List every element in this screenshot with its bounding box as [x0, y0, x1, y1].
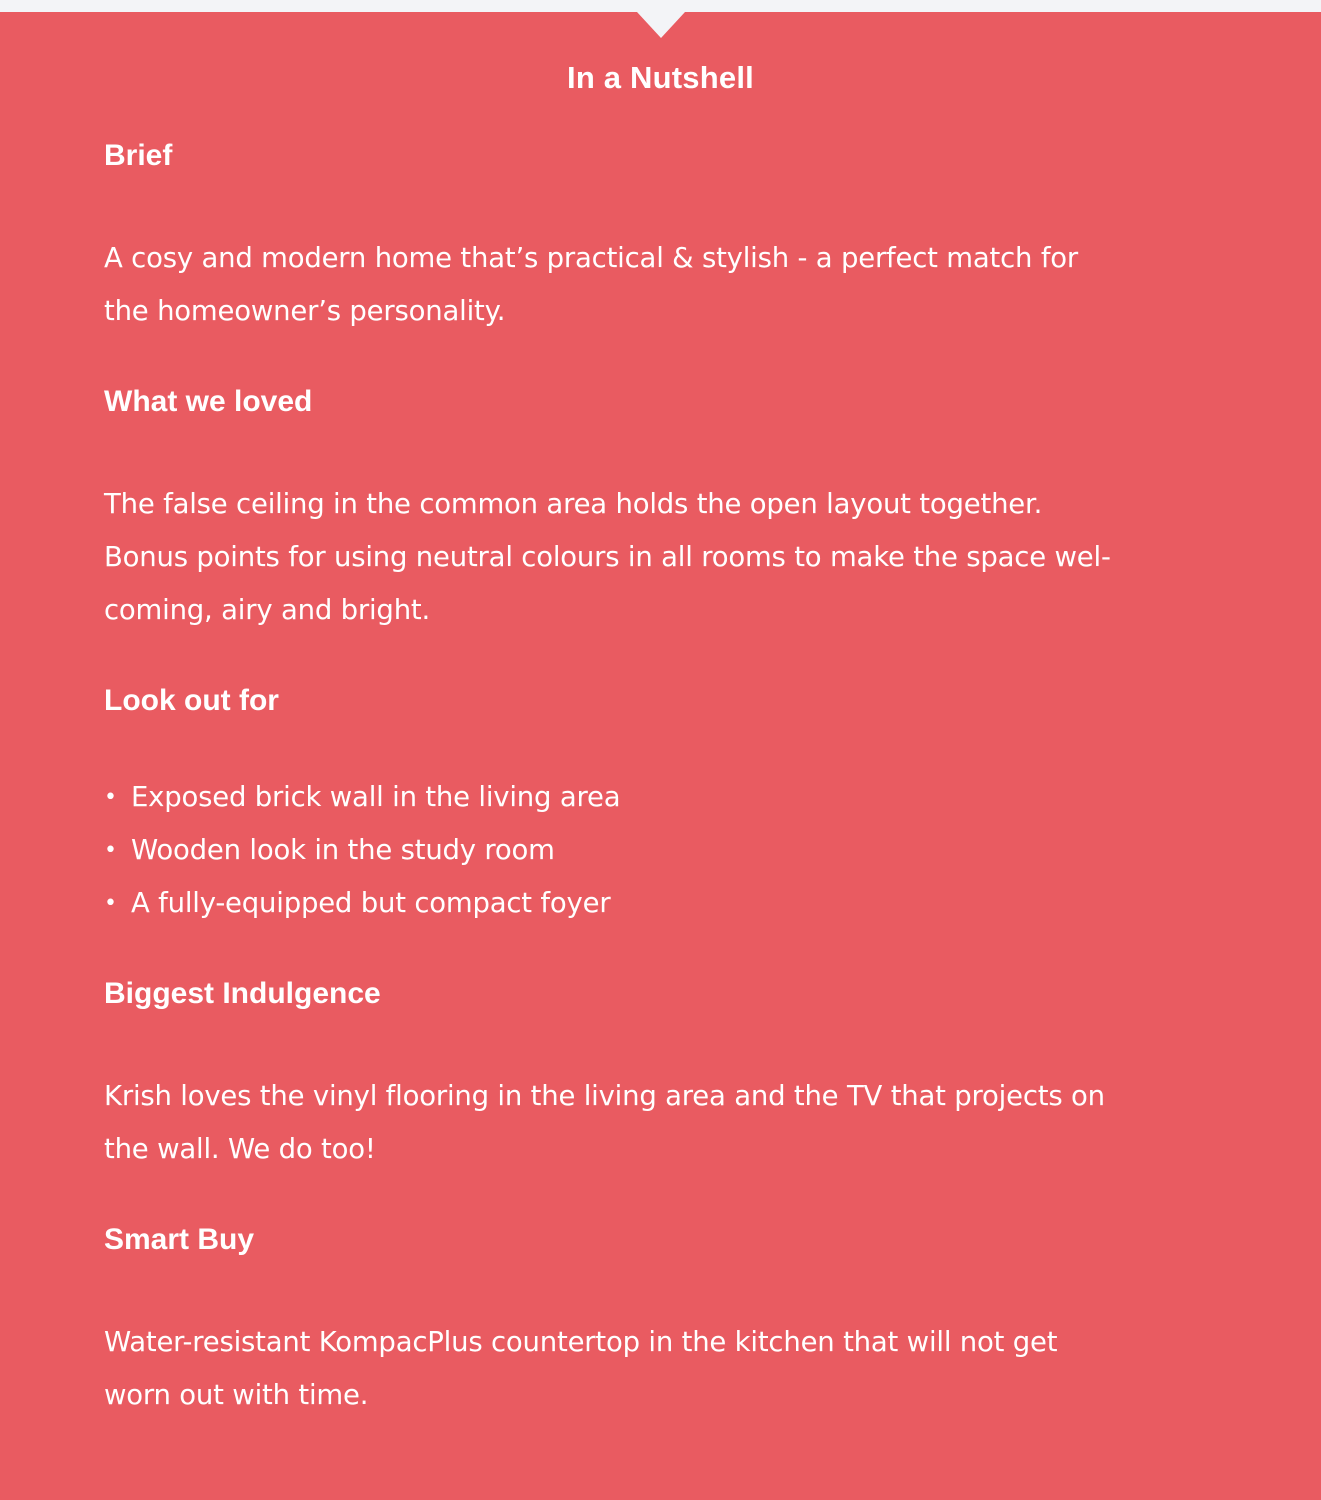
section-text-line: Water-resistant KompacPlus countertop in the kitchen that will not get: [104, 1326, 1058, 1358]
bullet-icon: •: [104, 891, 117, 916]
section-heading: Biggest Indulgence: [104, 977, 381, 1010]
section-smart-buy: [104, 1220, 1234, 1422]
section-text-line: Krish loves the vinyl flooring in the living area and the TV that projects on: [104, 1080, 1105, 1112]
section-heading: What we loved: [104, 385, 313, 418]
list-item: [104, 824, 1234, 877]
list-item: [104, 771, 1234, 824]
section-pointer-notch: [637, 12, 685, 38]
section-heading: Look out for: [104, 684, 279, 717]
section-biggest-indulgence: [104, 974, 1234, 1176]
section-heading: Brief: [104, 139, 173, 172]
list-item-text: A fully-equipped but compact foyer: [131, 887, 611, 919]
section-look-out-for: [104, 681, 1234, 930]
section-text-line: The false ceiling in the common area holds the open layout together.: [104, 488, 1043, 520]
section-text-line: Bonus points for using neutral colours in all rooms to make the space wel-: [104, 541, 1111, 573]
nutshell-card: [0, 12, 1321, 1500]
section-text-line: A cosy and modern home that’s practical & stylish - a perfect match for: [104, 242, 1079, 274]
section-brief: [104, 136, 1234, 338]
card-title: In a Nutshell: [567, 60, 754, 95]
section-text-line: coming, airy and bright.: [104, 594, 431, 626]
bullet-icon: •: [104, 838, 117, 863]
section-text-line: worn out with time.: [104, 1379, 369, 1411]
feature-list: [104, 771, 1234, 930]
list-item-text: Wooden look in the study room: [131, 834, 555, 866]
list-item-text: Exposed brick wall in the living area: [131, 781, 621, 813]
card-content: [104, 136, 1234, 1422]
section-heading: Smart Buy: [104, 1223, 255, 1256]
bullet-icon: •: [104, 785, 117, 810]
section-what-we-loved: [104, 382, 1234, 637]
section-text-line: the homeowner’s personality.: [104, 295, 506, 327]
list-item: [104, 877, 1234, 930]
section-text-line: the wall. We do too!: [104, 1133, 376, 1165]
